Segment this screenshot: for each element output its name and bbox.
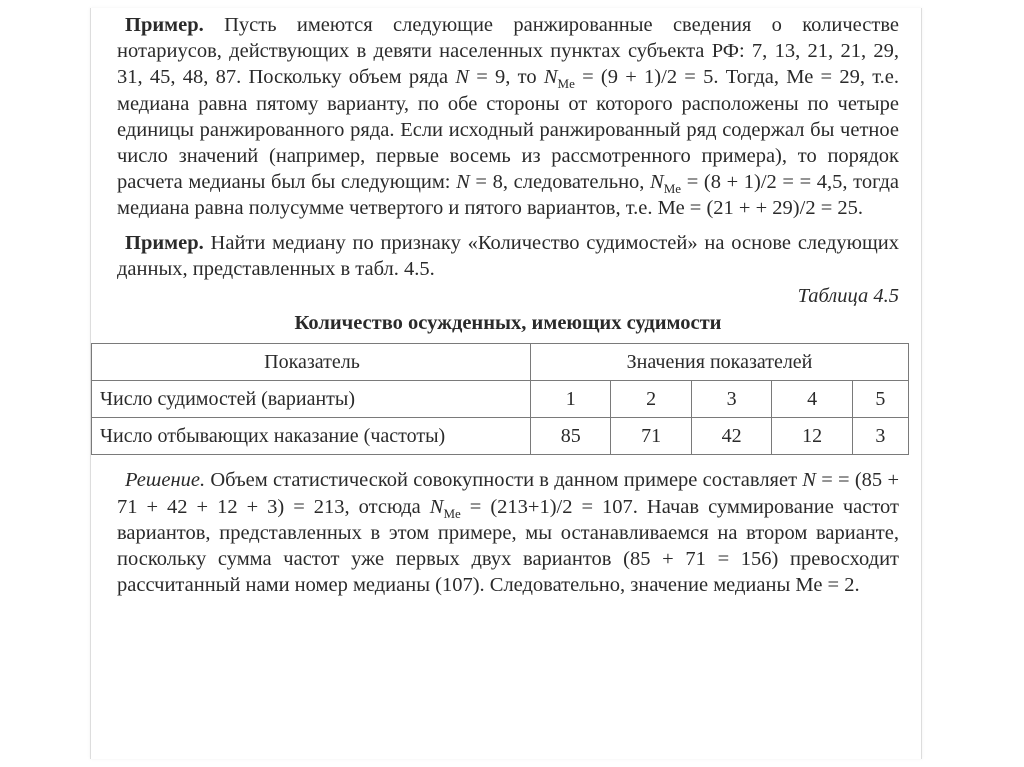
subscript-me: Me xyxy=(557,76,575,92)
variable-n: N xyxy=(543,66,558,89)
text-run: = (9 + 1)/2 = 5. Тогда, Ме = 29, т.е. медиана равна пятому варианту, по обе стороны от которого расположены по четыре единицы ранжированного ряда. Если исходный ранжированный ряд содержал бы четное число значений (например, первые восемь из рассмотренного примера), то порядок расчета медианы был бы следующим: xyxy=(117,66,899,194)
table-row xyxy=(92,418,909,455)
table-cell: 3 xyxy=(852,418,908,455)
variable-n: N xyxy=(455,66,469,89)
header-values: Значения показателей xyxy=(531,344,909,381)
example-label: Пример. xyxy=(125,14,204,36)
header-indicator: Показатель xyxy=(92,344,531,381)
text-run: = (213+1)/2 = 107. Начав суммирование частот вариантов, представленных в этом примере, мы останавливаемся на втором варианте, поскольку сумма частот уже первых двух вариантов (85 + 71 = 156) превосходит рассчитанный нами номер медианы (107). Следовательно, значение медианы Ме = 2. xyxy=(117,495,899,597)
table-cell: 12 xyxy=(772,418,852,455)
subscript-me: Me xyxy=(443,505,461,521)
example-paragraph-1 xyxy=(117,12,899,222)
data-table xyxy=(91,343,909,455)
solution-label: Решение. xyxy=(125,469,206,492)
table-header-row xyxy=(92,344,909,381)
subscript-me: Me xyxy=(663,181,682,197)
table-cell: 4 xyxy=(772,381,852,418)
table-cell: 1 xyxy=(531,381,611,418)
table-title: Количество осужденных, имеющих судимости xyxy=(294,312,722,335)
text-run: Найти медиану по признаку «Количество судимостей» на основе следующих данных, представленных в табл. 4.5. xyxy=(117,231,899,280)
example-paragraph-2 xyxy=(117,230,899,282)
document-page xyxy=(90,8,922,759)
row-label: Число отбывающих наказание (частоты) xyxy=(92,418,531,455)
text-run: Объем статистической совокупности в данном примере составляет xyxy=(205,469,803,492)
table-cell: 3 xyxy=(691,381,771,418)
text-run: = 9, то xyxy=(469,66,544,89)
variable-n: N xyxy=(429,495,444,518)
table-number: Таблица 4.5 xyxy=(797,285,899,308)
page-content xyxy=(100,12,900,598)
solution-paragraph xyxy=(117,467,899,598)
table-cell: 71 xyxy=(611,418,691,455)
text-run: = (8 + 1)/2 = = 4,5, тогда медиана равна полусумме четвертого и пятого вариантов, т.е. Ме = (21 + + 29)/2 = 25. xyxy=(117,171,900,220)
row-label: Число судимостей (варианты) xyxy=(92,381,531,418)
table-cell: 85 xyxy=(531,418,611,455)
table-row xyxy=(92,381,909,418)
text-run: Пусть имеются следующие ранжированные сведения о количестве нотариусов, действующих в девяти населенных пунктах субъекта РФ: 7, 13, 21, 21, 29, 31, 45, 48, 87. Поскольку объем ряда xyxy=(117,14,899,89)
variable-n: N xyxy=(802,469,816,492)
text-run: = 8, следовательно, xyxy=(469,171,651,194)
table-cell: 5 xyxy=(852,381,908,418)
table-cell: 42 xyxy=(691,418,771,455)
table-cell: 2 xyxy=(611,381,691,418)
example-label: Пример. xyxy=(125,231,204,254)
variable-n: N xyxy=(456,171,470,194)
text-run: = = (85 + 71 + 42 + 12 + 3) = 213, отсюда xyxy=(117,469,900,518)
variable-n: N xyxy=(650,171,664,194)
